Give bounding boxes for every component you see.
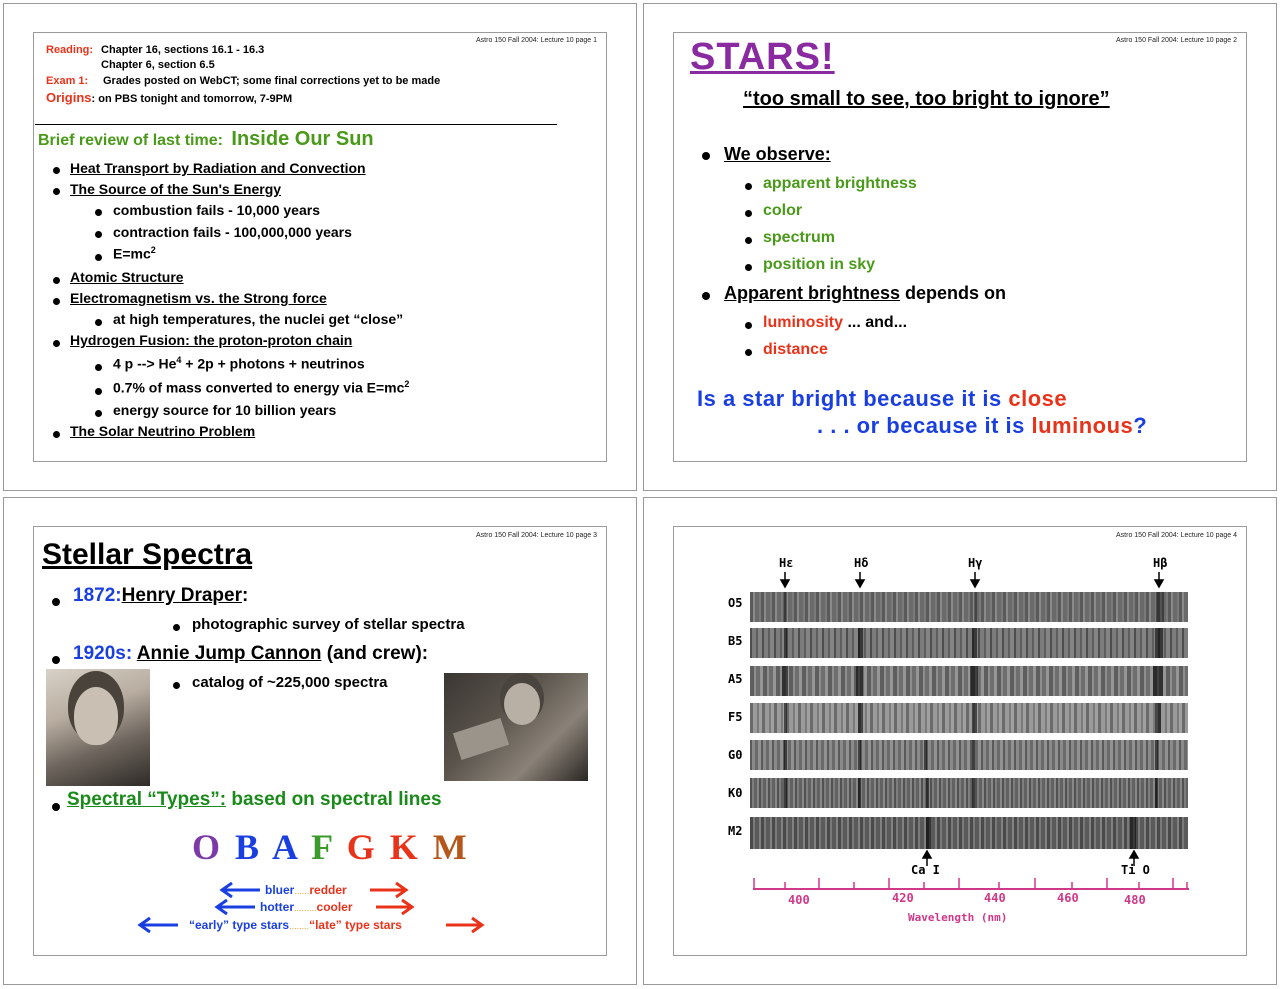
spectral-type-k0: K0 bbox=[728, 786, 743, 800]
absorption-line bbox=[858, 740, 861, 770]
draper-line bbox=[73, 585, 248, 607]
cooler-label: cooler bbox=[316, 900, 353, 914]
absorption-line bbox=[858, 703, 863, 733]
review-item-2c bbox=[113, 245, 156, 262]
stars-subtitle: “too small to see, too bright to ignore” bbox=[743, 88, 1110, 110]
type-letter-a: A bbox=[272, 827, 300, 867]
bullet-dot bbox=[53, 167, 60, 174]
bullet-dot bbox=[702, 152, 710, 160]
observe-brightness: apparent brightness bbox=[763, 175, 917, 192]
draper-colon: : bbox=[242, 585, 249, 606]
luminosity-line bbox=[763, 314, 907, 332]
and-text: ... and... bbox=[843, 314, 908, 331]
bullet-dot bbox=[53, 277, 60, 284]
review-item-2: The Source of the Sun's Energy bbox=[70, 181, 282, 197]
observe-position: position in sky bbox=[763, 256, 876, 273]
spectral-type-a5: A5 bbox=[728, 672, 743, 686]
photo-plate bbox=[453, 718, 509, 760]
review-item-4: Electromagnetism vs. the Strong force bbox=[70, 290, 327, 306]
cannon-name: Annie Jump Cannon bbox=[136, 643, 322, 664]
spectrum-strip-k0 bbox=[750, 778, 1188, 808]
draper-survey: photographic survey of stellar spectra bbox=[192, 616, 465, 633]
slide-1-header: Astro 150 Fall 2004: Lecture 10 page 1 bbox=[476, 37, 598, 44]
late-type-label: “late” type stars bbox=[309, 918, 402, 932]
draper-year: 1872: bbox=[73, 585, 122, 606]
pp-chain-sup: 4 bbox=[176, 355, 182, 365]
absorption-line bbox=[926, 778, 929, 808]
tick-label-480: 480 bbox=[1124, 893, 1146, 907]
question-2-text: . . . or because it is bbox=[817, 413, 1032, 438]
bullet-dot bbox=[745, 264, 752, 271]
line-label-h-epsilon: Hε bbox=[779, 556, 794, 570]
draper-portrait-photo bbox=[46, 669, 150, 786]
arrow-h-beta bbox=[1155, 572, 1163, 587]
type-letter-f: F bbox=[311, 827, 335, 867]
absorption-line bbox=[858, 628, 863, 658]
question-1-text: Is a star bright because it is bbox=[697, 386, 1009, 411]
question-1-close: close bbox=[1008, 386, 1068, 411]
cannon-working-photo bbox=[444, 673, 588, 781]
spectral-types-term: Spectral “Types”: bbox=[67, 789, 227, 810]
bluer-label: bluer bbox=[265, 883, 295, 897]
arrow-h-epsilon bbox=[781, 572, 789, 587]
arrow-right-3 bbox=[446, 918, 482, 932]
absorption-line bbox=[1130, 817, 1136, 849]
bullet-dot bbox=[52, 598, 60, 606]
obafgkm-sequence bbox=[192, 826, 470, 868]
mass-energy-text: 0.7% of mass converted to energy via E=mc bbox=[113, 379, 405, 396]
question-2-end: ? bbox=[1133, 413, 1148, 438]
reading-label: Reading: bbox=[46, 44, 94, 56]
spectral-type-g0: G0 bbox=[728, 748, 743, 762]
review-item-1: Heat Transport by Radiation and Convection bbox=[70, 160, 366, 176]
hotter-label: hotter bbox=[260, 900, 294, 914]
type-letter-b: B bbox=[235, 827, 263, 867]
type-letter-o: O bbox=[192, 827, 224, 867]
review-item-5b bbox=[113, 379, 409, 396]
tick-label-460: 460 bbox=[1057, 891, 1079, 905]
review-title: Inside Our Sun bbox=[231, 128, 374, 150]
bullet-dot bbox=[95, 254, 102, 261]
apparent-brightness-term: Apparent brightness bbox=[724, 283, 901, 303]
review-item-2a: combustion fails - 10,000 years bbox=[113, 202, 320, 218]
absorption-line bbox=[972, 778, 975, 808]
depends-on-text: depends on bbox=[900, 283, 1007, 303]
tick-label-420: 420 bbox=[892, 891, 914, 905]
absorption-line bbox=[970, 666, 978, 696]
luminosity-term: luminosity bbox=[763, 314, 844, 331]
early-type-label: “early” type stars bbox=[189, 918, 290, 932]
apparent-brightness-line bbox=[724, 283, 1006, 304]
absorption-line bbox=[784, 628, 787, 658]
stars-title: STARS! bbox=[690, 36, 835, 78]
absorption-line bbox=[972, 740, 975, 770]
emc2-text: E=mc bbox=[113, 245, 151, 262]
tick-label-400: 400 bbox=[788, 893, 810, 907]
bullet-dot bbox=[52, 656, 60, 664]
origins-text: : on PBS tonight and tomorrow, 7-9PM bbox=[91, 93, 293, 105]
type-letter-m: M bbox=[432, 827, 470, 867]
arrow-left-3 bbox=[140, 918, 178, 932]
arrow-left-2 bbox=[217, 900, 255, 914]
slide-4-header: Astro 150 Fall 2004: Lecture 10 page 4 bbox=[1116, 532, 1238, 539]
arrow-h-gamma bbox=[971, 572, 979, 587]
exam-text: Grades posted on WebCT; some final corrections yet to be made bbox=[103, 75, 441, 87]
spectral-type-m2: M2 bbox=[728, 824, 743, 838]
spectrum-strip-b5 bbox=[750, 628, 1188, 658]
bullet-dot bbox=[95, 364, 102, 371]
bullet-dot bbox=[95, 319, 102, 326]
line-label-h-delta: Hδ bbox=[854, 556, 869, 570]
dots-1: ...... bbox=[294, 886, 310, 896]
bullet-dot bbox=[53, 340, 60, 347]
bullet-dot bbox=[53, 188, 60, 195]
dots-2: ......... bbox=[294, 903, 317, 913]
arrow-right-1 bbox=[370, 883, 406, 897]
bullet-dot bbox=[745, 322, 752, 329]
observe-spectrum: spectrum bbox=[763, 229, 836, 246]
top-line-arrows bbox=[770, 570, 1170, 590]
line-label-ti-o: Ti O bbox=[1121, 863, 1150, 877]
early-late-line bbox=[189, 918, 402, 932]
stellar-spectra-title: Stellar Spectra bbox=[42, 538, 253, 571]
absorption-line bbox=[784, 592, 787, 622]
reading-line1: Chapter 16, sections 16.1 - 16.3 bbox=[101, 44, 265, 56]
question-line-2 bbox=[817, 413, 1147, 439]
review-item-5: Hydrogen Fusion: the proton-proton chain bbox=[70, 332, 353, 348]
spectrum-strip-m2 bbox=[750, 817, 1188, 849]
absorption-line bbox=[1155, 740, 1158, 770]
bullet-dot bbox=[745, 210, 752, 217]
absorption-line bbox=[1155, 703, 1161, 733]
line-label-ca-i: Ca I bbox=[911, 863, 940, 877]
spectral-type-o5: O5 bbox=[728, 596, 743, 610]
spectral-types-rest: based on spectral lines bbox=[226, 789, 442, 810]
arrow-left-1 bbox=[222, 883, 260, 897]
observe-color: color bbox=[763, 202, 803, 219]
slide-2-header: Astro 150 Fall 2004: Lecture 10 page 2 bbox=[1116, 37, 1238, 44]
absorption-line bbox=[858, 778, 861, 808]
spectrum-strip-f5 bbox=[750, 703, 1188, 733]
bullet-dot bbox=[95, 231, 102, 238]
origins-line bbox=[46, 90, 292, 105]
review-heading bbox=[38, 128, 374, 151]
bullet-dot bbox=[52, 803, 60, 811]
photo-figure-head bbox=[504, 683, 540, 725]
spectral-type-b5: B5 bbox=[728, 634, 743, 648]
absorption-line bbox=[972, 703, 977, 733]
review-item-4a: at high temperatures, the nuclei get “close” bbox=[113, 311, 404, 327]
bullet-dot bbox=[745, 237, 752, 244]
slide-3-header: Astro 150 Fall 2004: Lecture 10 page 3 bbox=[476, 532, 598, 539]
review-item-3: Atomic Structure bbox=[70, 269, 184, 285]
absorption-line bbox=[784, 778, 787, 808]
emc2-sup: 2 bbox=[150, 245, 156, 255]
bullet-dot bbox=[745, 349, 752, 356]
arrow-h-delta bbox=[856, 572, 864, 587]
bullet-dot bbox=[95, 388, 102, 395]
absorption-line bbox=[856, 666, 863, 696]
reading-line2: Chapter 6, section 6.5 bbox=[101, 59, 215, 71]
absorption-line bbox=[974, 592, 977, 622]
absorption-line bbox=[782, 666, 788, 696]
wavelength-axis-label: Wavelength (nm) bbox=[908, 911, 1008, 924]
question-line-1 bbox=[697, 386, 1067, 412]
absorption-line bbox=[972, 628, 977, 658]
hotter-cooler-line bbox=[260, 900, 353, 914]
spectrum-strip-o5 bbox=[750, 592, 1188, 622]
spectrum-strip-g0 bbox=[750, 740, 1188, 770]
pp-chain-post: + 2p + photons + neutrinos bbox=[181, 355, 365, 372]
bullet-dot bbox=[173, 682, 180, 689]
absorption-line bbox=[926, 817, 931, 849]
redder-label: redder bbox=[309, 883, 347, 897]
bullet-dot bbox=[173, 624, 180, 631]
absorption-line bbox=[784, 703, 787, 733]
absorption-line bbox=[1156, 592, 1164, 622]
bullet-dot bbox=[702, 292, 710, 300]
bullet-dot bbox=[95, 410, 102, 417]
spectral-types-line bbox=[67, 789, 442, 811]
dots-3: ........ bbox=[289, 921, 310, 931]
line-label-h-beta: Hβ bbox=[1153, 556, 1168, 570]
cannon-year: 1920s: bbox=[73, 643, 133, 664]
spectrum-strip-a5 bbox=[750, 666, 1188, 696]
line-label-h-gamma: Hγ bbox=[968, 556, 983, 570]
pp-chain-pre: 4 p --> He bbox=[113, 355, 177, 372]
spectral-type-f5: F5 bbox=[728, 710, 743, 724]
cannon-line bbox=[73, 643, 428, 665]
exam-label: Exam 1: bbox=[46, 75, 89, 87]
absorption-line bbox=[784, 740, 787, 770]
bullet-dot bbox=[745, 183, 752, 190]
absorption-line bbox=[924, 740, 927, 770]
bullet-dot bbox=[53, 298, 60, 305]
distance-term: distance bbox=[763, 341, 828, 358]
review-item-6: The Solar Neutrino Problem bbox=[70, 423, 256, 439]
review-item-5a bbox=[113, 355, 365, 372]
cannon-catalog: catalog of ~225,000 spectra bbox=[192, 674, 388, 691]
bluer-redder-line bbox=[265, 883, 347, 897]
absorption-line bbox=[1155, 628, 1163, 658]
type-letter-k: K bbox=[389, 827, 421, 867]
bullet-dot bbox=[53, 431, 60, 438]
review-label: Brief review of last time: bbox=[38, 132, 223, 149]
wavelength-axis-ticks bbox=[753, 878, 1193, 892]
observe-heading: We observe: bbox=[724, 144, 831, 164]
mass-energy-sup: 2 bbox=[404, 379, 410, 389]
origins-label: Origins bbox=[46, 90, 92, 105]
review-item-2b: contraction fails - 100,000,000 years bbox=[113, 224, 352, 240]
absorption-line bbox=[1155, 778, 1158, 808]
draper-name: Henry Draper bbox=[121, 585, 242, 606]
arrow-right-2 bbox=[376, 900, 412, 914]
cannon-crew: (and crew): bbox=[321, 643, 429, 664]
question-2-luminous: luminous bbox=[1031, 413, 1134, 438]
portrait-face bbox=[74, 687, 118, 745]
slide-1-divider bbox=[35, 124, 557, 125]
review-item-5c: energy source for 10 billion years bbox=[113, 402, 337, 418]
absorption-line bbox=[1153, 666, 1163, 696]
type-letter-g: G bbox=[346, 827, 378, 867]
tick-label-440: 440 bbox=[984, 891, 1006, 905]
bullet-dot bbox=[95, 209, 102, 216]
